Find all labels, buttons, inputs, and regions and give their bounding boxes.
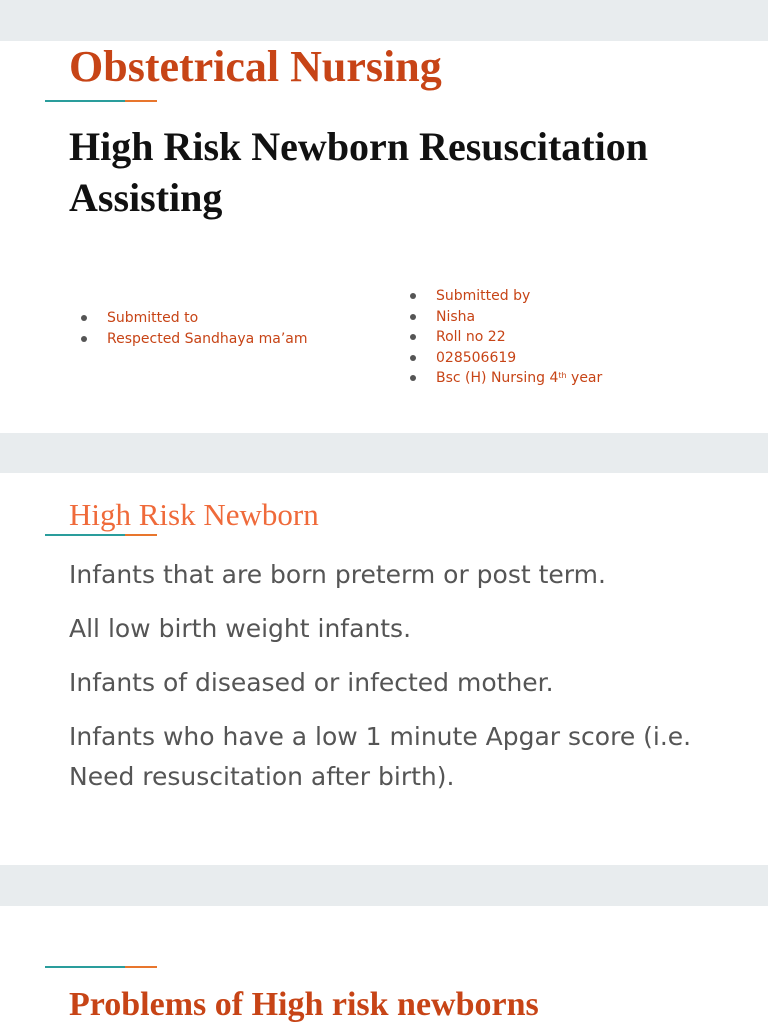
list-item: Bsc (H) Nursing 4th year xyxy=(398,368,602,389)
bullet-icon xyxy=(81,315,87,321)
slide-heading: Problems of High risk newborns xyxy=(69,986,539,1023)
slide-problems xyxy=(0,906,768,1036)
submitted-to-list xyxy=(69,308,308,349)
list-item: Infants of diseased or infected mother. xyxy=(69,668,554,697)
accent-line xyxy=(45,966,157,968)
list-item: 028506619 xyxy=(398,348,602,369)
course-title: Obstetrical Nursing xyxy=(69,42,442,91)
bullet-icon xyxy=(410,293,416,299)
bullet-icon xyxy=(81,336,87,342)
list-item: Roll no 22 xyxy=(398,327,602,348)
list-item: Respected Sandhaya ma’am xyxy=(69,329,308,350)
bullet-icon xyxy=(410,334,416,340)
slide-title xyxy=(0,41,768,433)
list-item: Submitted by xyxy=(398,286,602,307)
bullet-icon xyxy=(410,355,416,361)
list-item: Infants who have a low 1 minute Apgar score (i.e. Need resuscitation after birth). xyxy=(69,722,692,791)
submitted-by-list xyxy=(398,286,602,389)
subject-title: High Risk Newborn Resuscitation Assisting xyxy=(69,124,648,220)
accent-line xyxy=(45,100,157,102)
list-item: Submitted to xyxy=(69,308,308,329)
slide-heading: High Risk Newborn xyxy=(69,497,319,532)
accent-line xyxy=(45,534,157,536)
bullet-icon xyxy=(410,375,416,381)
bullet-icon xyxy=(410,314,416,320)
list-item: Nisha xyxy=(398,307,602,328)
point-list xyxy=(69,555,709,811)
list-item: All low birth weight infants. xyxy=(69,614,412,643)
slide-high-risk-newborn xyxy=(0,473,768,865)
list-item: Infants that are born preterm or post term. xyxy=(69,560,606,589)
